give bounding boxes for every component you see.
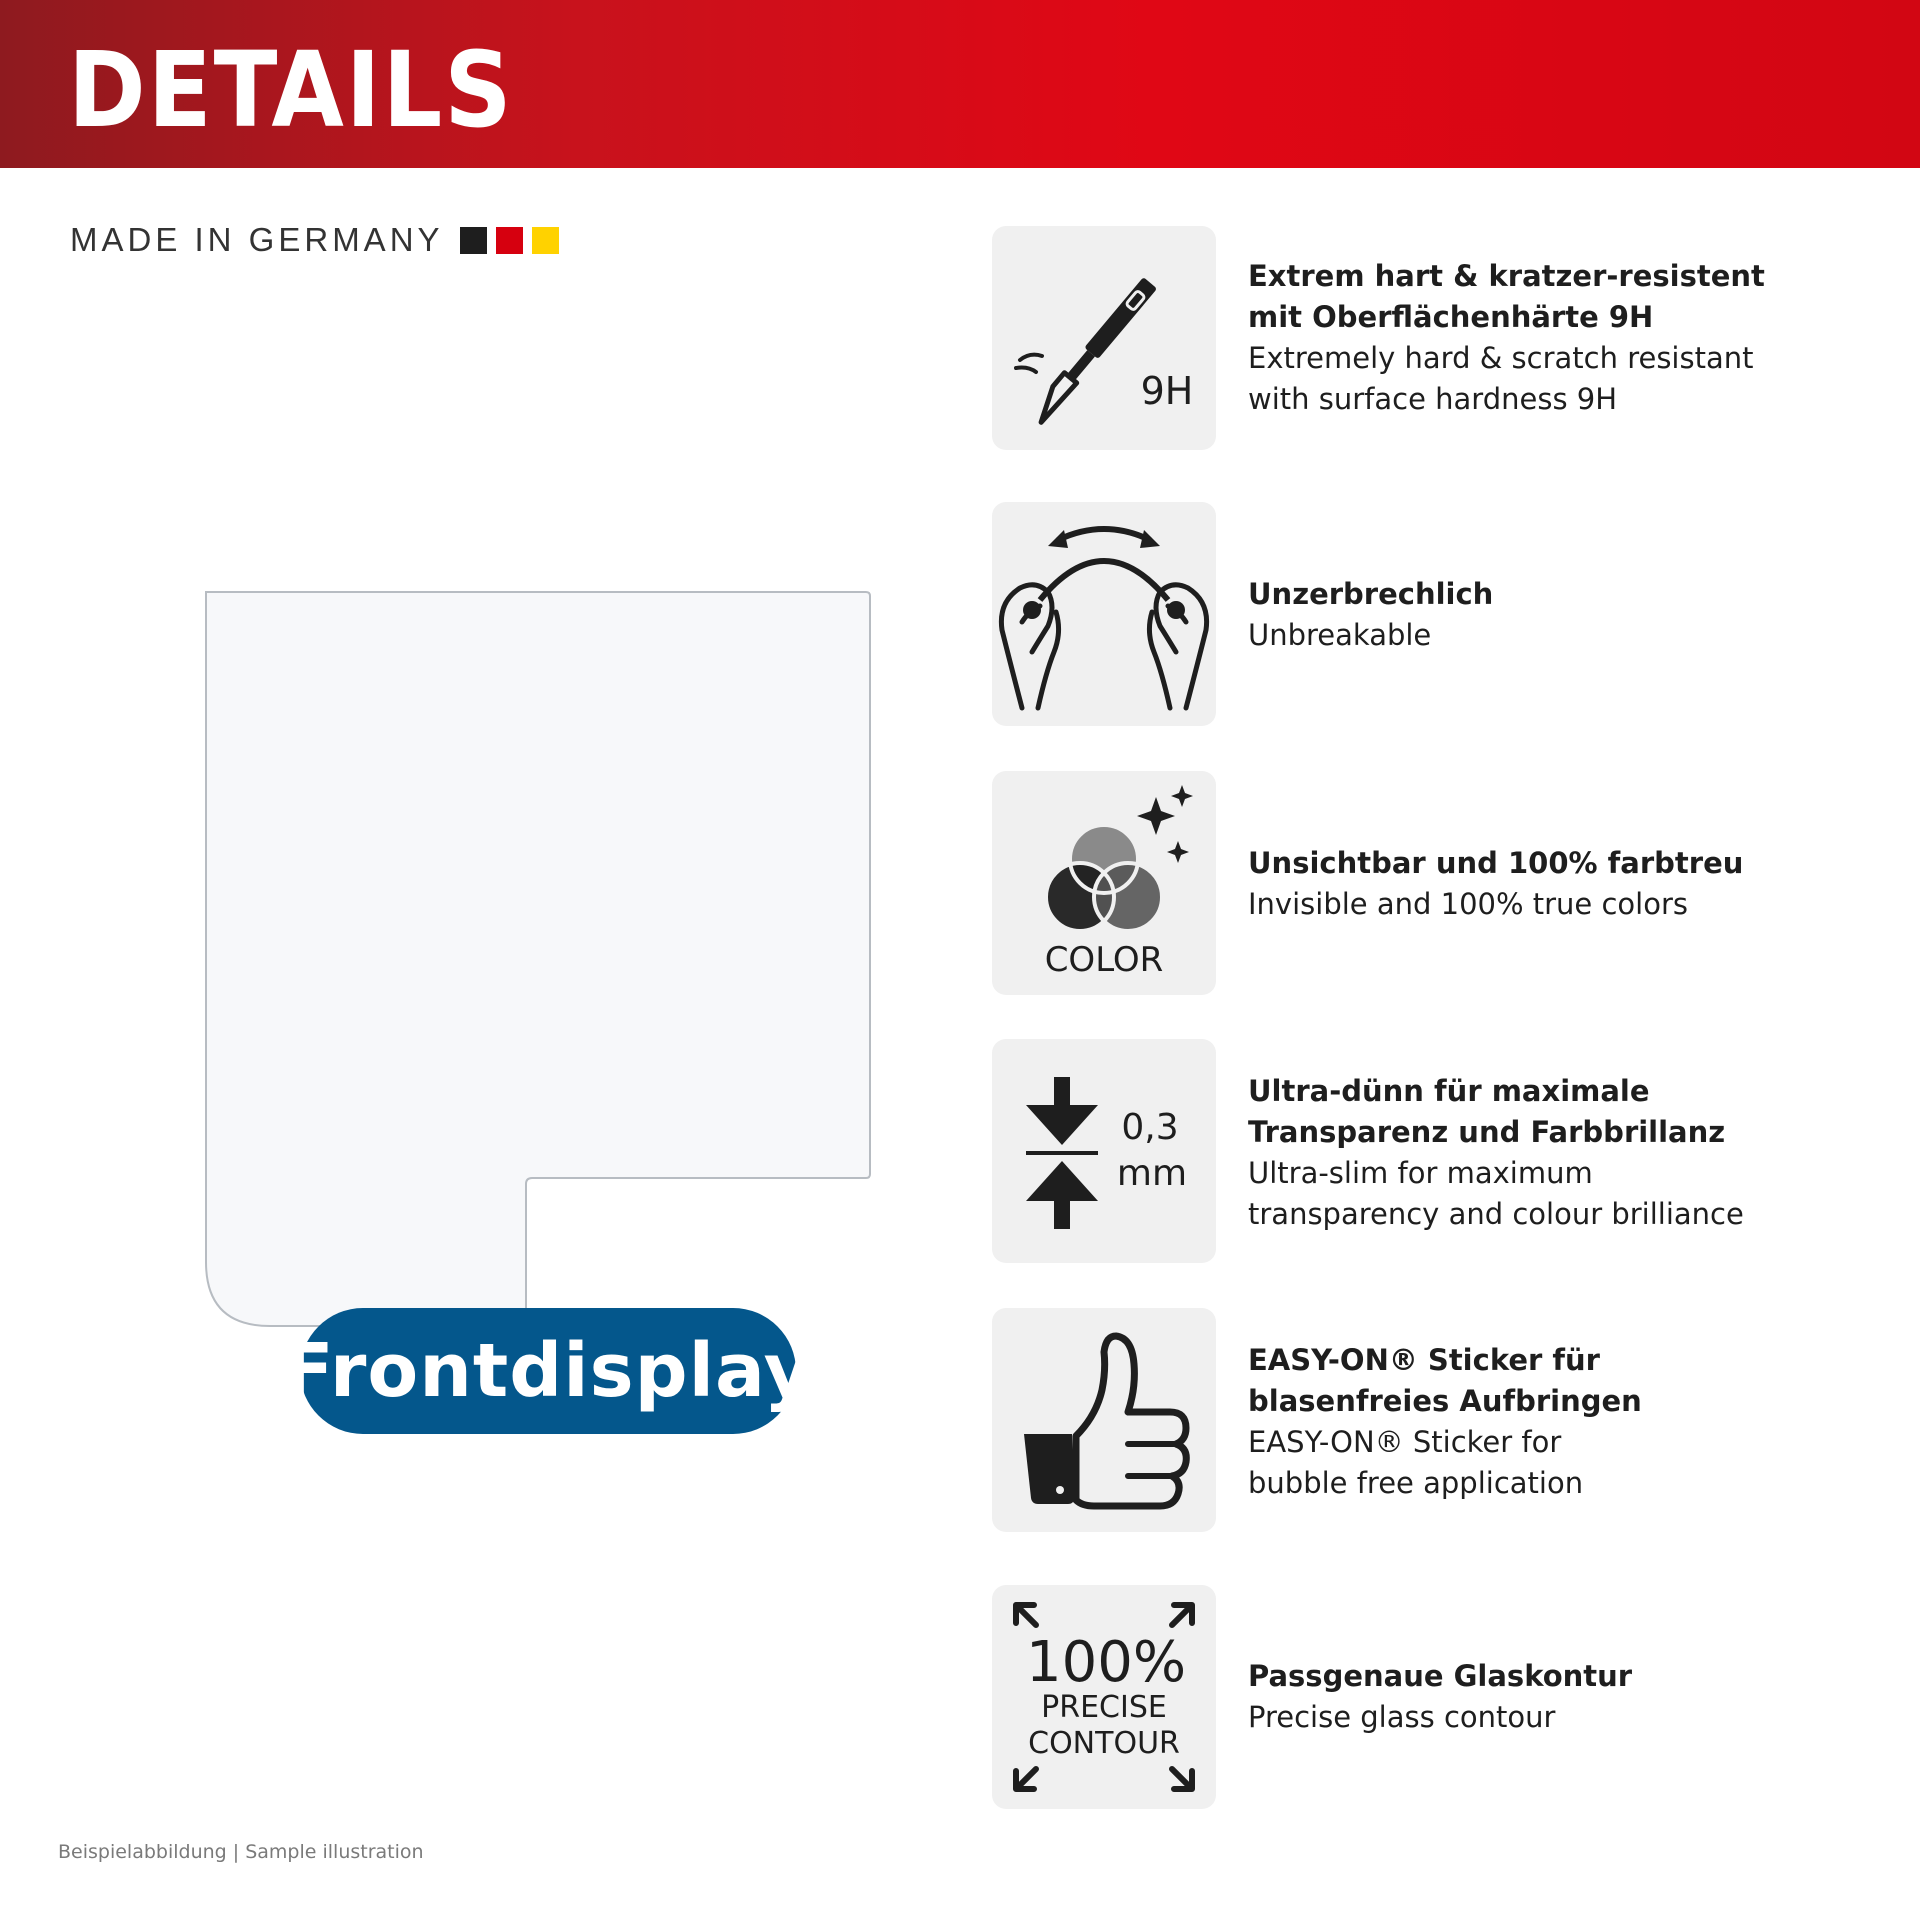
screen-protector-illustration (200, 590, 874, 1330)
thickness-arrows-icon (992, 1039, 1216, 1263)
sample-illustration-note: Beispielabbildung | Sample illustration (58, 1841, 424, 1863)
feature-title-de: Unsichtbar und 100% farbtreu (1248, 846, 1744, 880)
feature-title-en: Unbreakable (1248, 618, 1432, 652)
made-in-germany (70, 220, 568, 260)
thickness-unit: mm (1116, 1153, 1188, 1194)
header-banner (0, 0, 1920, 168)
feature-hardness (1248, 256, 1868, 420)
feature-unbreakable (1248, 574, 1868, 656)
feature-title-en: Invisible and 100% true colors (1248, 887, 1688, 921)
feature-title-de: EASY-ON® Sticker für blasenfreies Aufbringen (1248, 1343, 1642, 1418)
bending-glass-icon (992, 502, 1216, 726)
feature-title-de: Unzerbrechlich (1248, 577, 1494, 611)
feature-contour (1248, 1656, 1868, 1738)
contour-percent: 100% (1025, 1630, 1187, 1695)
tile-label: COLOR (1044, 940, 1164, 980)
made-in-label: MADE IN GERMANY (70, 221, 444, 258)
feature-title-de: Extrem hart & kratzer-resistent mit Oberflächenhärte 9H (1248, 259, 1765, 334)
feature-title-de: Passgenaue Glaskontur (1248, 1659, 1633, 1693)
german-flag-icon (460, 227, 568, 254)
badge-label: Frontdisplay (283, 1328, 813, 1414)
thickness-value: 0,3 (1121, 1107, 1179, 1148)
frontdisplay-badge (283, 1308, 813, 1434)
color-circles-icon (992, 771, 1216, 995)
feature-easy-on (1248, 1340, 1868, 1504)
glass-outline (206, 592, 870, 1326)
feature-tile-unbreakable (992, 502, 1216, 726)
feature-thickness (1248, 1071, 1868, 1235)
thumbs-up-icon (992, 1308, 1216, 1532)
feature-tile-contour (992, 1585, 1216, 1809)
tile-label: 9H (1140, 369, 1194, 413)
feature-color (1248, 843, 1868, 925)
feature-title-de: Ultra-dünn für maximale Transparenz und Farbbrillanz (1248, 1074, 1726, 1149)
flag-black-square (460, 227, 487, 254)
feature-title-en: Extremely hard & scratch resistant with surface hardness 9H (1248, 341, 1754, 416)
feature-title-en: Ultra-slim for maximum transparency and colour brilliance (1248, 1156, 1744, 1231)
precise-contour-icon (992, 1585, 1216, 1809)
contour-line2: CONTOUR (1028, 1726, 1180, 1761)
feature-tile-color (992, 771, 1216, 995)
scalpel-icon (992, 226, 1216, 450)
feature-tile-hardness (992, 226, 1216, 450)
flag-gold-square (532, 227, 559, 254)
feature-tile-thickness (992, 1039, 1216, 1263)
page-title: DETAILS (68, 29, 514, 151)
flag-red-square (496, 227, 523, 254)
contour-line1: PRECISE (1041, 1690, 1167, 1725)
feature-title-en: Precise glass contour (1248, 1700, 1556, 1734)
feature-tile-easy-on (992, 1308, 1216, 1532)
feature-title-en: EASY-ON® Sticker for bubble free application (1248, 1425, 1584, 1500)
